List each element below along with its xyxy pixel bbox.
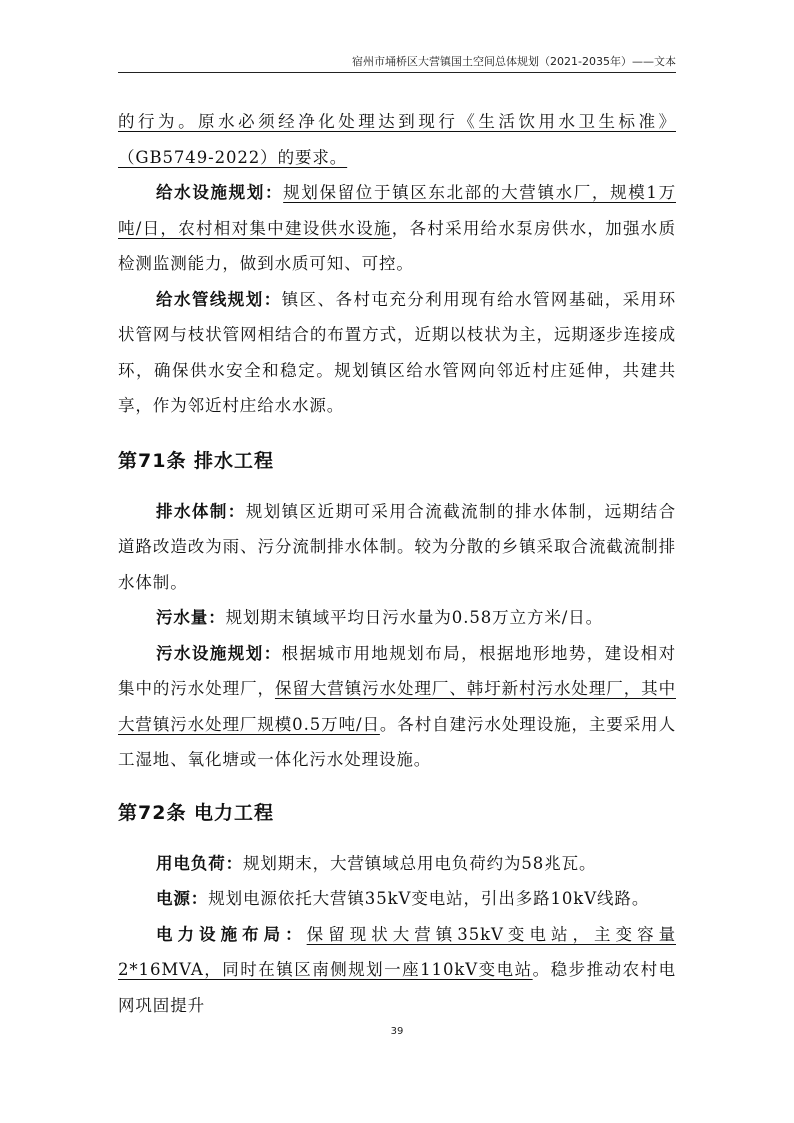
paragraph-drainage-system <box>118 494 676 601</box>
drainage-system-label: 排水体制： <box>156 501 246 521</box>
water-pipes-text: 镇区、各村屯充分利用现有给水管网基础，采用环状管网与枝状管网相结合的布置方式，近期以枝状为主，远期逐步连接成环，确保供水安全和稳定。规划镇区给水管网向邻近村庄延伸，共建共享，作为邻近村庄给水水源。 <box>118 289 676 415</box>
paragraph-water-facilities <box>118 175 676 282</box>
paragraph-power-layout <box>118 917 676 1024</box>
power-load-label: 用电负荷： <box>156 853 243 873</box>
power-load-text: 规划期末，大营镇域总用电负荷约为58兆瓦。 <box>243 853 597 873</box>
water-facilities-underlined-text: 规划保留位于镇区东北部的大营镇水厂，规模1万吨/日，农村相对集中建设供水设施 <box>118 183 676 238</box>
sewage-facilities-text-before: 根据城市用地规划布局，根据地形地势，建设相对集中的污水处理厂， <box>118 643 676 698</box>
article-71-heading: 第71条 排水工程 <box>118 449 275 472</box>
paragraph-standard-requirement <box>118 104 676 175</box>
water-facilities-text: ，各村采用给水泵房供水，加强水质检测监测能力，做到水质可知、可控。 <box>118 218 676 273</box>
page-number: 39 <box>390 1026 404 1037</box>
sewage-facilities-underlined-text: 保留大营镇污水处理厂、韩圩新村污水处理厂，其中大营镇污水处理厂规模0.5万吨/日 <box>118 679 676 734</box>
power-layout-label: 电力设施布局： <box>156 924 307 944</box>
sewage-facilities-text-after: 。各村自建污水处理设施，主要采用人工湿地、氧化塘或一体化污水处理设施。 <box>118 714 676 769</box>
standard-requirement-text: 的行为。原水必须经净化处理达到现行《生活饮用水卫生标准》（GB5749-2022）的要求。 <box>118 112 676 167</box>
power-source-text: 规划电源依托大营镇35kV变电站，引出多路10kV线路。 <box>208 889 650 908</box>
sewage-volume-label: 污水量： <box>156 608 226 627</box>
paragraph-sewage-volume <box>118 600 676 636</box>
power-layout-text-after: 。稳步推动农村电网巩固提升 <box>118 960 676 1015</box>
sewage-volume-text: 规划期末镇域平均日污水量为0.58万立方米/日。 <box>225 608 604 627</box>
paragraph-sewage-facilities <box>118 636 676 778</box>
page-header <box>118 50 676 73</box>
drainage-system-text: 规划镇区近期可采用合流截流制的排水体制，远期结合道路改造改为雨、污分流制排水体制。较为分散的乡镇采取合流截流制排水体制。 <box>118 501 676 592</box>
paragraph-power-load <box>118 846 676 882</box>
header-title: 宿州市埇桥区大营镇国土空间总体规划（2021-2035年）——文本 <box>352 55 676 68</box>
article-72-heading: 第72条 电力工程 <box>118 801 275 824</box>
paragraph-water-pipes <box>118 282 676 424</box>
power-source-label: 电源： <box>156 889 209 908</box>
power-layout-underlined-text: 保留现状大营镇35kV变电站，主变容量2*16MVA，同时在镇区南侧规划一座110kV变电站 <box>118 924 676 979</box>
water-facilities-label: 给水设施规划： <box>156 183 284 202</box>
paragraph-power-source <box>118 881 676 917</box>
water-pipes-label: 给水管线规划： <box>156 289 282 309</box>
document-body <box>118 104 676 1023</box>
sewage-facilities-label: 污水设施规划： <box>156 643 282 663</box>
